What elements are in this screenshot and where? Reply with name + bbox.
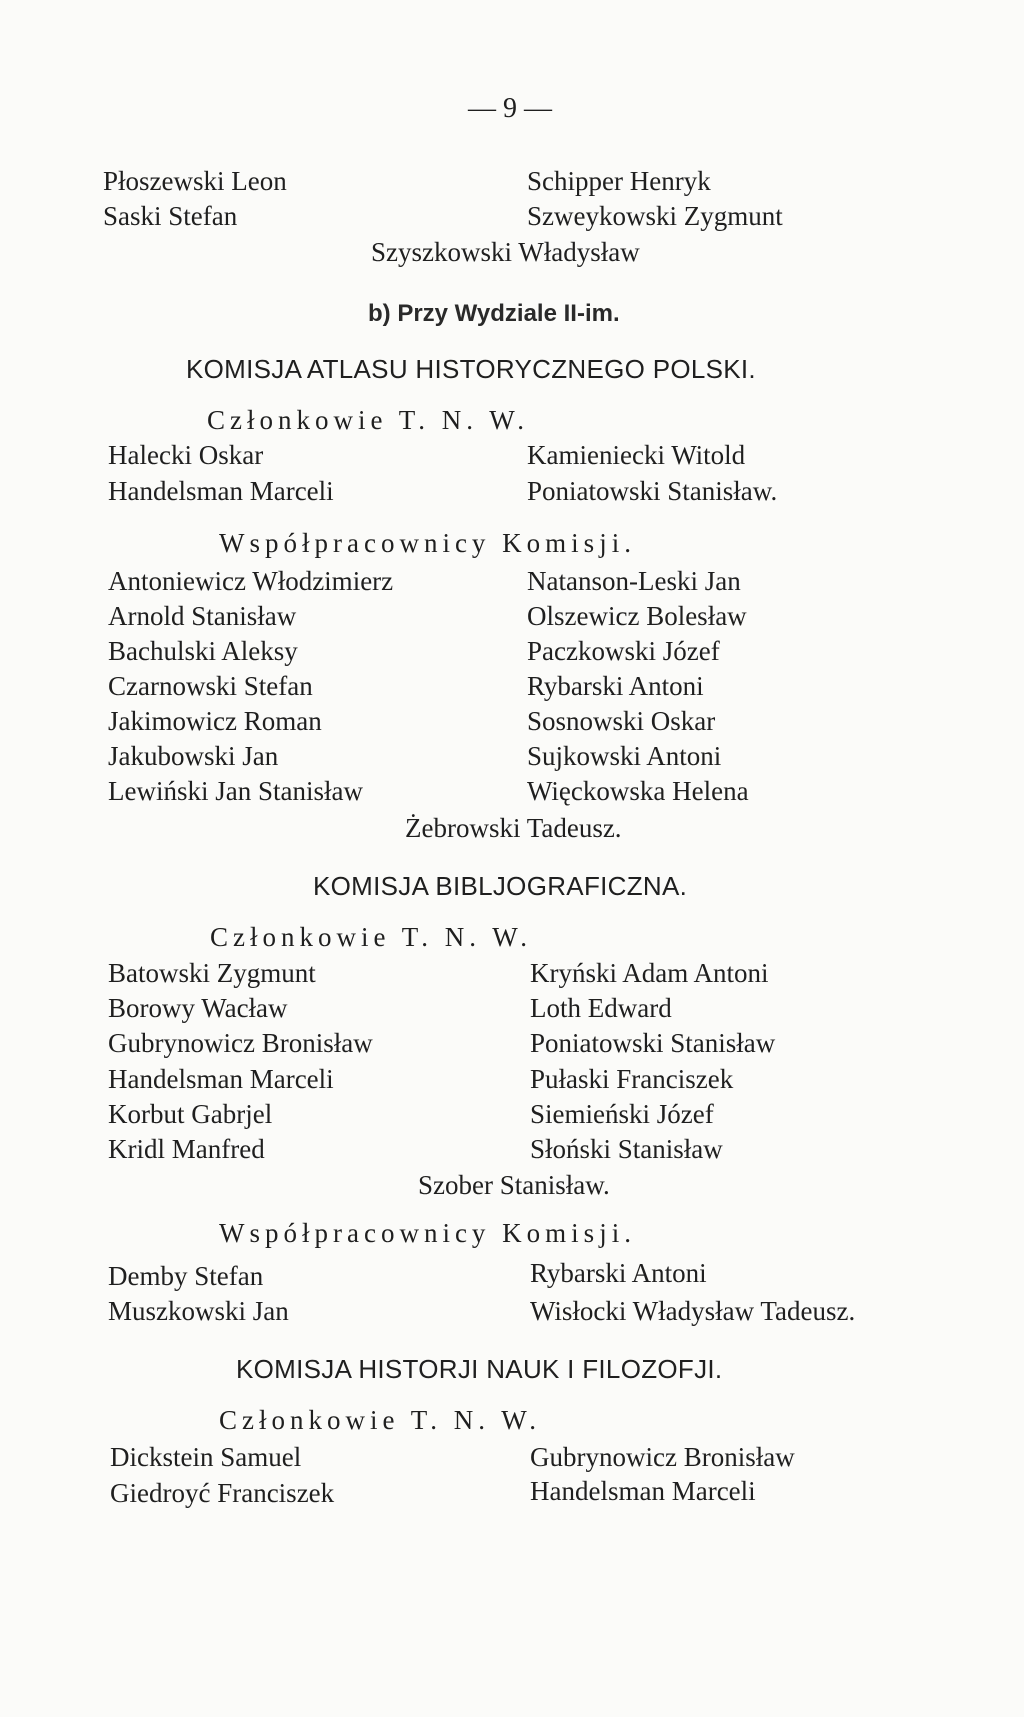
list-item: Saski Stefan: [103, 201, 238, 231]
members-heading: Członkowie T. N. W.: [219, 1405, 541, 1435]
list-item: Rybarski Antoni: [530, 1258, 707, 1288]
list-item: Giedroyć Franciszek: [110, 1478, 335, 1508]
list-item: Muszkowski Jan: [108, 1296, 289, 1326]
list-item: Poniatowski Stanisław: [530, 1028, 776, 1058]
list-item: Olszewicz Bolesław: [527, 601, 747, 631]
members-heading: Członkowie T. N. W.: [207, 405, 529, 435]
list-item: Handelsman Marceli: [108, 1064, 334, 1094]
commission-title: KOMISJA ATLASU HISTORYCZNEGO POLSKI.: [186, 354, 756, 384]
list-item: Arnold Stanisław: [108, 601, 297, 631]
list-item: Lewiński Jan Stanisław: [108, 776, 363, 806]
list-item: Halecki Oskar: [108, 440, 264, 470]
list-item: Schipper Henryk: [527, 166, 711, 196]
list-item: Gubrynowicz Bronisław: [530, 1442, 795, 1472]
list-item: Handelsman Marceli: [530, 1476, 756, 1506]
list-item: Sosnowski Oskar: [527, 706, 716, 736]
section-heading: b) Przy Wydziale II-im.: [368, 300, 620, 327]
collaborators-heading: Współpracownicy Komisji.: [219, 1218, 636, 1248]
list-item: Bachulski Aleksy: [108, 636, 298, 666]
commission-title: KOMISJA HISTORJI NAUK I FILOZOFJI.: [236, 1354, 723, 1384]
commission-title: KOMISJA BIBLJOGRAFICZNA.: [313, 871, 688, 901]
page-number: — 9 —: [468, 93, 552, 124]
list-item: Żebrowski Tadeusz.: [405, 813, 622, 843]
list-item: Siemieński Józef: [530, 1099, 714, 1129]
list-item: Pułaski Franciszek: [530, 1064, 734, 1094]
list-item: Szweykowski Zygmunt: [527, 201, 783, 231]
list-item: Kryński Adam Antoni: [530, 958, 769, 988]
list-item: Jakubowski Jan: [108, 741, 279, 771]
list-item: Handelsman Marceli: [108, 476, 334, 506]
members-heading: Członkowie T. N. W.: [210, 922, 532, 952]
list-item: Korbut Gabrjel: [108, 1099, 273, 1129]
list-item: Loth Edward: [530, 993, 672, 1023]
list-item: Słoński Stanisław: [530, 1134, 723, 1164]
list-item: Demby Stefan: [108, 1261, 264, 1291]
list-item: Szyszkowski Władysław: [371, 237, 640, 267]
list-item: Poniatowski Stanisław.: [527, 476, 778, 506]
list-item: Kridl Manfred: [108, 1134, 265, 1164]
list-item: Dickstein Samuel: [110, 1442, 302, 1472]
list-item: Wisłocki Władysław Tadeusz.: [530, 1296, 856, 1326]
list-item: Batowski Zygmunt: [108, 958, 316, 988]
list-item: Sujkowski Antoni: [527, 741, 722, 771]
list-item: Czarnowski Stefan: [108, 671, 313, 701]
list-item: Więckowska Helena: [527, 776, 749, 806]
collaborators-heading: Współpracownicy Komisji.: [219, 528, 636, 558]
list-item: Natanson-Leski Jan: [527, 566, 741, 596]
list-item: Gubrynowicz Bronisław: [108, 1028, 373, 1058]
list-item: Szober Stanisław.: [418, 1170, 610, 1200]
list-item: Kamieniecki Witold: [527, 440, 746, 470]
list-item: Paczkowski Józef: [527, 636, 720, 666]
list-item: Płoszewski Leon: [103, 166, 287, 196]
list-item: Jakimowicz Roman: [108, 706, 322, 736]
list-item: Rybarski Antoni: [527, 671, 704, 701]
list-item: Antoniewicz Włodzimierz: [108, 566, 394, 596]
list-item: Borowy Wacław: [108, 993, 288, 1023]
